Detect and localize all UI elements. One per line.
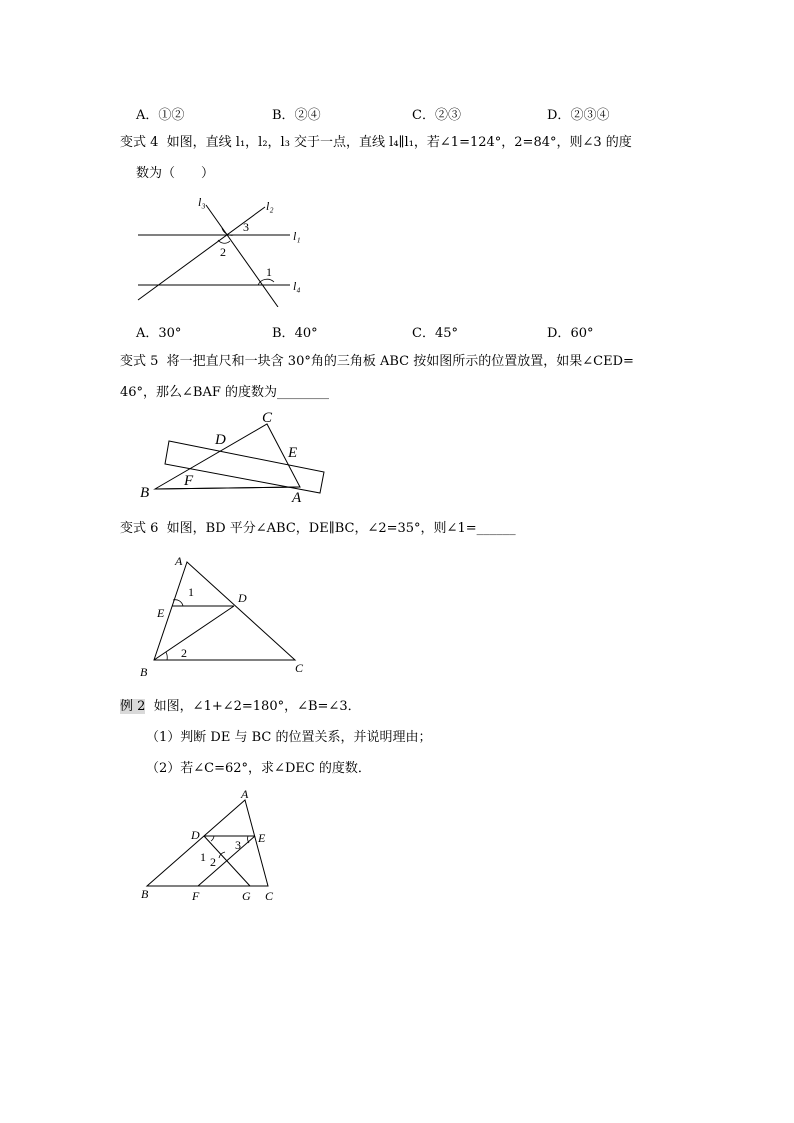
label-d: D (191, 828, 200, 842)
label-angle3: 3 (243, 220, 249, 234)
label-angle1: 1 (266, 265, 272, 279)
v4-option-a (136, 322, 181, 341)
option-text: 30° (158, 326, 182, 341)
ex2-text: 如图，∠1+∠2=180°，∠B=∠3． (153, 699, 361, 714)
label-c: C (265, 889, 274, 903)
line-l3 (206, 205, 278, 307)
label-c: C (295, 661, 304, 675)
label-angle1: 1 (188, 585, 194, 599)
v5-figure (135, 402, 335, 502)
v6-label: 变式 6 (120, 521, 159, 536)
v4-figure (130, 192, 310, 307)
option-letter: C． (412, 326, 435, 341)
angle-3-arc (222, 228, 234, 235)
label-b: B (140, 665, 148, 679)
option-letter: D． (547, 326, 571, 341)
option-letter: C． (412, 108, 435, 123)
option-letter: B． (272, 108, 295, 123)
label-l3: l₃ (198, 195, 206, 209)
option-text: ①② (158, 108, 185, 123)
v4-question-line1 (120, 134, 632, 152)
option-letter: A． (136, 326, 159, 341)
segment-bd (154, 606, 234, 660)
label-angle2: 2 (181, 646, 187, 660)
option-text: ②③ (434, 108, 461, 123)
prev-option-b (272, 104, 321, 123)
label-f: F (192, 889, 200, 903)
v6-figure (135, 550, 315, 680)
v4-option-d (547, 322, 593, 341)
label-angle2: 2 (210, 855, 216, 869)
option-text: ②④ (294, 108, 321, 123)
v6-question-line1 (120, 520, 516, 538)
option-letter: B． (272, 326, 295, 341)
ex2-label: 例 2 (120, 699, 146, 714)
v5-question-line2: 46°，那么∠BAF 的度数为________ (120, 385, 330, 400)
label-l2: l₂ (266, 199, 274, 213)
v4-label: 变式 4 (120, 135, 159, 150)
label-a: A (175, 554, 183, 568)
v4-option-c (412, 322, 458, 341)
label-e: E (288, 445, 298, 461)
side-ba (155, 487, 300, 489)
v5-label: 变式 5 (120, 354, 159, 369)
label-angle3: 3 (235, 838, 241, 852)
ex2-question-1: （1）判断 DE 与 BC 的位置关系，并说明理由； (146, 730, 432, 745)
option-letter: A． (136, 108, 159, 123)
triangle-abc (147, 800, 268, 886)
prev-option-c (412, 104, 461, 123)
option-text: 60° (570, 326, 594, 341)
label-a: A (292, 490, 302, 502)
label-a: A (241, 787, 249, 801)
ex2-figure (135, 782, 295, 912)
prev-option-a (136, 104, 184, 123)
label-angle2: 2 (220, 245, 226, 259)
triangle-abc (155, 424, 300, 489)
v4-option-b (272, 322, 318, 341)
label-e: E (157, 606, 165, 620)
v5-question-line1 (120, 353, 634, 371)
option-letter: D． (547, 108, 571, 123)
label-b: B (140, 485, 150, 501)
label-d: D (238, 591, 247, 605)
angle-1-arc (211, 836, 214, 841)
option-text: ②③④ (570, 108, 610, 123)
angle-2-arc (166, 652, 167, 660)
label-g: G (242, 889, 251, 903)
label-angle1: 1 (200, 850, 206, 864)
option-text: 40° (294, 326, 318, 341)
angle-1-arc (258, 279, 274, 285)
v4-text: 如图，直线 l₁，l₂，l₃ 交于一点，直线 l₄∥l₁，若∠1=124°，2=84°，则∠3 的度 (166, 135, 632, 150)
v4-question-line2: 数为（ ） (136, 166, 215, 181)
label-l4: l₄ (293, 279, 301, 293)
segment-fe (198, 836, 255, 886)
label-d: D (215, 432, 226, 448)
v5-text: 将一把直尺和一块含 30°角的三角板 ABC 按如图所示的位置放置，如果∠CED= (166, 354, 634, 369)
ex2-question-2: （2）若∠C=62°，求∠DEC 的度数． (146, 761, 371, 776)
prev-option-d (547, 104, 609, 123)
label-f: F (184, 473, 194, 489)
label-c: C (262, 410, 273, 426)
label-e: E (258, 831, 266, 845)
option-text: 45° (434, 326, 458, 341)
label-b: B (141, 887, 149, 901)
ex2-question-line1 (120, 698, 361, 716)
v6-text: 如图，BD 平分∠ABC，DE∥BC，∠2=35°，则∠1=______ (166, 521, 516, 536)
label-l1: l₁ (293, 229, 301, 243)
